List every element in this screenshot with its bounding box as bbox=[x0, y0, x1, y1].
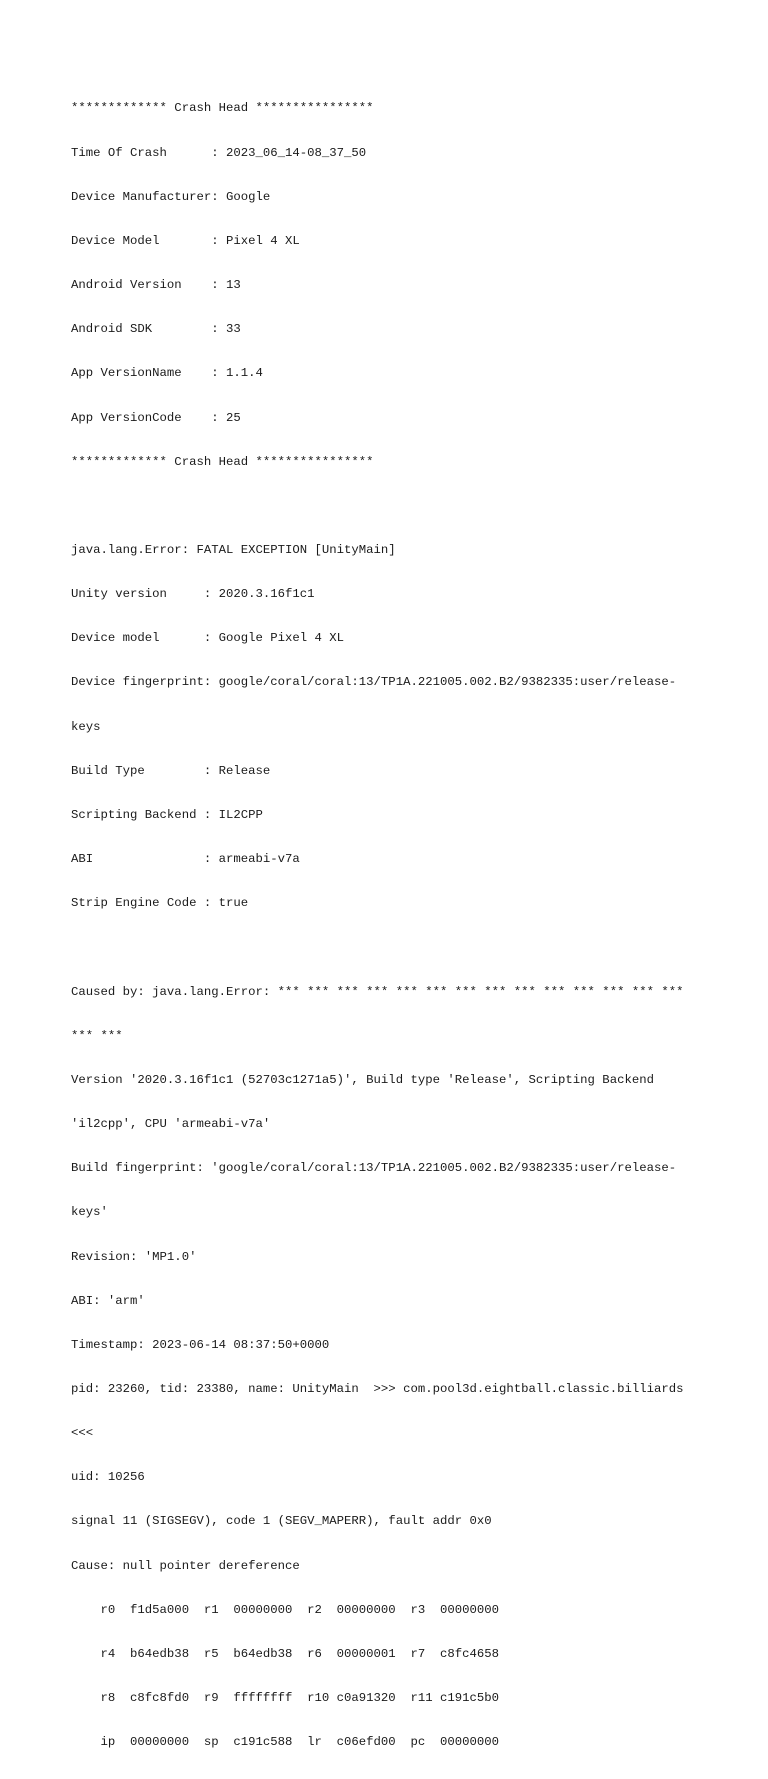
time-of-crash-line: Time Of Crash : 2023_06_14-08_37_50 bbox=[71, 145, 367, 160]
build-fingerprint-line: Build fingerprint: 'google/coral/coral:13/TP1A.221005.002.B2/9382335:user/release- bbox=[71, 1161, 677, 1176]
blank-line bbox=[71, 499, 684, 514]
device-model-detail-line: Device model : Google Pixel 4 XL bbox=[71, 631, 345, 646]
android-version-line: Android Version : 13 bbox=[71, 278, 241, 293]
register-row: ip 00000000 sp c191c588 lr c06efd00 pc 00000000 bbox=[71, 1735, 500, 1750]
strip-engine-code-line: Strip Engine Code : true bbox=[71, 896, 249, 911]
app-version-code-line: App VersionCode : 25 bbox=[71, 410, 241, 425]
crash-head-banner: ************* Crash Head **************** bbox=[71, 101, 374, 116]
caused-by-continuation: *** *** bbox=[71, 1028, 123, 1043]
device-fingerprint-continuation: keys bbox=[71, 719, 101, 734]
android-sdk-line: Android SDK : 33 bbox=[71, 322, 241, 337]
pid-continuation: <<< bbox=[71, 1426, 94, 1441]
abi-line: ABI : armeabi-v7a bbox=[71, 852, 300, 867]
device-fingerprint-line: Device fingerprint: google/coral/coral:13/TP1A.221005.002.B2/9382335:user/release- bbox=[71, 675, 677, 690]
caused-by-line: Caused by: java.lang.Error: *** *** *** *** *** *** *** *** *** *** *** *** *** *** bbox=[71, 984, 684, 999]
crash-head-banner: ************* Crash Head **************** bbox=[71, 454, 374, 469]
uid-line: uid: 10256 bbox=[71, 1470, 145, 1485]
register-row: r4 b64edb38 r5 b64edb38 r6 00000001 r7 c8fc4658 bbox=[71, 1646, 500, 1661]
signal-line: signal 11 (SIGSEGV), code 1 (SEGV_MAPERR), fault addr 0x0 bbox=[71, 1514, 492, 1529]
version-continuation: 'il2cpp', CPU 'armeabi-v7a' bbox=[71, 1117, 271, 1132]
blank-line bbox=[71, 940, 684, 955]
device-model-line: Device Model : Pixel 4 XL bbox=[71, 233, 300, 248]
timestamp-line: Timestamp: 2023-06-14 08:37:50+0000 bbox=[71, 1337, 330, 1352]
device-manufacturer-line: Device Manufacturer: Google bbox=[71, 189, 271, 204]
register-row: r0 f1d5a000 r1 00000000 r2 00000000 r3 00000000 bbox=[71, 1602, 500, 1617]
abi-arm-line: ABI: 'arm' bbox=[71, 1293, 145, 1308]
unity-version-line: Unity version : 2020.3.16f1c1 bbox=[71, 587, 315, 602]
register-row: r8 c8fc8fd0 r9 ffffffff r10 c0a91320 r11 c191c5b0 bbox=[71, 1691, 500, 1706]
fatal-exception-line: java.lang.Error: FATAL EXCEPTION [UnityMain] bbox=[71, 543, 396, 557]
cause-line: Cause: null pointer dereference bbox=[71, 1558, 300, 1573]
pid-line: pid: 23260, tid: 23380, name: UnityMain >>> com.pool3d.eightball.classic.billiards bbox=[71, 1381, 684, 1396]
crash-log bbox=[71, 72, 684, 1779]
scripting-backend-line: Scripting Backend : IL2CPP bbox=[71, 807, 263, 822]
build-type-line: Build Type : Release bbox=[71, 763, 271, 778]
revision-line: Revision: 'MP1.0' bbox=[71, 1249, 197, 1264]
version-line: Version '2020.3.16f1c1 (52703c1271a5)', Build type 'Release', Scripting Backend bbox=[71, 1072, 654, 1087]
app-version-name-line: App VersionName : 1.1.4 bbox=[71, 366, 263, 381]
build-fingerprint-continuation: keys' bbox=[71, 1205, 108, 1220]
